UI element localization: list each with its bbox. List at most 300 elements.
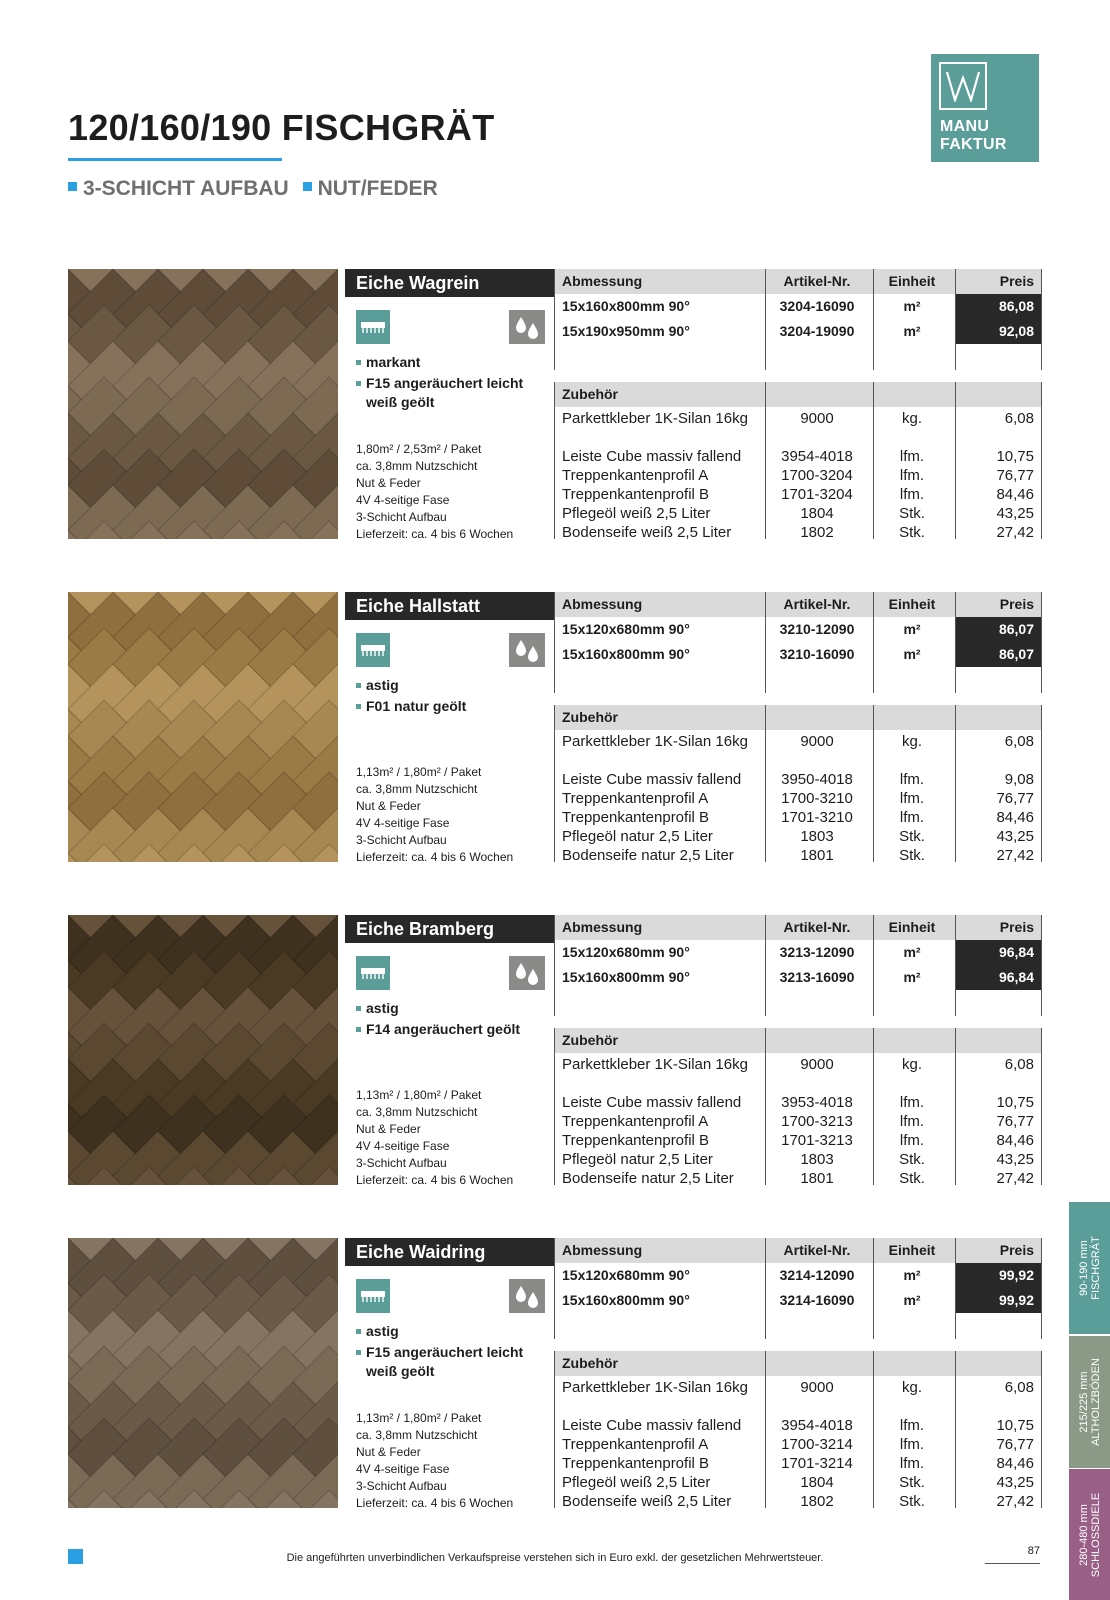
table-divider: [955, 1351, 956, 1508]
wood-sample-image: [68, 1238, 338, 1508]
table-row: [554, 409, 1042, 428]
accessory-name: Bodenseife natur 2,5 Liter: [562, 847, 734, 864]
header-article: Artikel-Nr.: [783, 596, 851, 612]
accessory-name: Treppenkantenprofil A: [562, 1436, 709, 1453]
size-dimension: 15x120x680mm 90°: [562, 621, 690, 637]
accessory-price: 76,77: [996, 1113, 1034, 1130]
accessory-article: 3953-4018: [781, 1094, 853, 1111]
accessory-unit: Stk.: [899, 524, 925, 541]
accessory-price: 84,46: [996, 1455, 1034, 1472]
spec-item: ca. 3,8mm Nutzschicht: [356, 1428, 478, 1442]
table-divider: [873, 1028, 874, 1185]
accessory-unit: lfm.: [899, 1417, 925, 1434]
feature-item: markant: [356, 353, 554, 372]
table-divider: [955, 269, 956, 370]
header-price: Preis: [999, 596, 1034, 612]
feature-item: astig: [356, 676, 554, 695]
price-table: [554, 592, 1042, 862]
table-row: [554, 827, 1042, 846]
accessory-unit: Stk.: [899, 1151, 925, 1168]
spec-item: Lieferzeit: ca. 4 bis 6 Wochen: [356, 1496, 514, 1510]
accessory-price: 10,75: [996, 1417, 1034, 1434]
accessory-unit: Stk.: [899, 828, 925, 845]
product-info: [345, 1238, 554, 1508]
feature-item: astig: [356, 1322, 554, 1341]
size-dimension: 15x160x800mm 90°: [562, 969, 690, 985]
accessory-price: 6,08: [1004, 410, 1034, 427]
spec-item: Nut & Feder: [356, 1445, 421, 1459]
spec-item: 4V 4-seitige Fase: [356, 493, 450, 507]
accessory-unit: lfm.: [899, 771, 925, 788]
accessory-article: 1701-3210: [781, 809, 853, 826]
table-row: [554, 965, 1042, 990]
accessory-name: Parkettkleber 1K-Silan 16kg: [562, 1379, 748, 1396]
spec-list: [356, 1410, 554, 1512]
size-unit: m²: [903, 298, 921, 314]
accessory-article: 9000: [800, 410, 834, 427]
feature-item: F15 angeräuchert leicht weiß geölt: [356, 374, 554, 412]
spec-list: [356, 441, 554, 543]
accessory-article: 1801: [800, 847, 834, 864]
accessory-price: 27,42: [996, 847, 1034, 864]
accessory-name: Bodenseife weiß 2,5 Liter: [562, 524, 732, 541]
product-info: [345, 915, 554, 1185]
accessory-unit: Stk.: [899, 1170, 925, 1187]
accessory-name: Pflegeöl weiß 2,5 Liter: [562, 1474, 711, 1491]
plank-icon: [356, 633, 390, 667]
table-divider: [873, 592, 874, 693]
table-divider: [955, 382, 956, 539]
feature-item: astig: [356, 999, 554, 1018]
accessory-name: Treppenkantenprofil A: [562, 1113, 709, 1130]
size-price: 86,07: [955, 642, 1042, 667]
spec-item: Nut & Feder: [356, 799, 421, 813]
header-dimension: Abmessung: [562, 1242, 643, 1258]
accessory-name: Pflegeöl natur 2,5 Liter: [562, 1151, 713, 1168]
size-unit: m²: [903, 323, 921, 339]
table-divider: [1041, 269, 1042, 370]
bullet-square-icon: [68, 182, 77, 191]
size-article: 3213-12090: [779, 944, 855, 960]
product-name: Eiche Bramberg: [345, 915, 554, 943]
table-header-row: [554, 592, 1042, 617]
accessory-name: Bodenseife weiß 2,5 Liter: [562, 1493, 732, 1510]
accessory-name: Treppenkantenprofil A: [562, 790, 709, 807]
accessory-unit: lfm.: [899, 448, 925, 465]
size-unit: m²: [903, 944, 921, 960]
accessory-article: 3950-4018: [781, 771, 853, 788]
accessory-price: 27,42: [996, 1170, 1034, 1187]
table-divider: [554, 705, 555, 862]
table-divider: [554, 382, 555, 539]
table-row: [554, 1055, 1042, 1074]
table-divider: [1041, 1351, 1042, 1508]
table-divider: [873, 915, 874, 1016]
accessory-unit: lfm.: [899, 486, 925, 503]
accessory-article: 1802: [800, 524, 834, 541]
table-divider: [1041, 705, 1042, 862]
size-price: 99,92: [955, 1263, 1042, 1288]
spec-item: ca. 3,8mm Nutzschicht: [356, 782, 478, 796]
accessory-article: 1803: [800, 828, 834, 845]
accessory-name: Parkettkleber 1K-Silan 16kg: [562, 1056, 748, 1073]
table-divider: [554, 269, 555, 370]
table-row: [554, 732, 1042, 751]
product-section: [68, 269, 1042, 539]
size-article: 3214-12090: [779, 1267, 855, 1283]
table-divider: [554, 592, 555, 693]
table-row: [554, 770, 1042, 789]
header-unit: Einheit: [888, 596, 936, 612]
accessory-price: 10,75: [996, 1094, 1034, 1111]
table-row: [554, 1378, 1042, 1397]
accessory-name: Parkettkleber 1K-Silan 16kg: [562, 410, 748, 427]
header-price: Preis: [999, 1242, 1034, 1258]
table-row: [554, 523, 1042, 542]
accessory-price: 6,08: [1004, 733, 1034, 750]
header-unit: Einheit: [888, 1242, 936, 1258]
spec-item: Nut & Feder: [356, 476, 421, 490]
table-divider: [873, 382, 874, 539]
size-unit: m²: [903, 1292, 921, 1308]
feature-list: [356, 999, 554, 1041]
subtitle: [68, 176, 438, 202]
spec-list: [356, 1087, 554, 1189]
accessory-unit: lfm.: [899, 809, 925, 826]
accessory-article: 1701-3214: [781, 1455, 853, 1472]
table-row: [554, 1492, 1042, 1511]
accessory-price: 6,08: [1004, 1379, 1034, 1396]
table-row: [554, 789, 1042, 808]
table-row: [554, 1131, 1042, 1150]
size-article: 3213-16090: [779, 969, 855, 985]
accessory-article: 3954-4018: [781, 448, 853, 465]
size-price: 86,07: [955, 617, 1042, 642]
table-row: [554, 485, 1042, 504]
accessory-price: 43,25: [996, 1151, 1034, 1168]
size-price: 99,92: [955, 1288, 1042, 1313]
table-divider: [554, 1028, 555, 1185]
accessory-price: 27,42: [996, 524, 1034, 541]
accessory-price: 84,46: [996, 1132, 1034, 1149]
product-info: [345, 269, 554, 539]
spec-item: 1,13m² / 1,80m² / Paket: [356, 1088, 482, 1102]
table-row: [554, 1263, 1042, 1288]
product-name: Eiche Waidring: [345, 1238, 554, 1266]
accessory-article: 3954-4018: [781, 1417, 853, 1434]
size-article: 3214-16090: [779, 1292, 855, 1308]
table-divider: [765, 592, 766, 693]
oil-drops-icon: [509, 1279, 545, 1313]
feature-item: F15 angeräuchert leicht weiß geölt: [356, 1343, 554, 1381]
accessory-article: 1804: [800, 1474, 834, 1491]
size-article: 3204-16090: [779, 298, 855, 314]
accessory-name: Pflegeöl natur 2,5 Liter: [562, 828, 713, 845]
bullet-square-icon: [303, 182, 312, 191]
feature-list: [356, 353, 554, 414]
product-section: [68, 1238, 1042, 1508]
oil-drops-icon: [509, 310, 545, 344]
table-divider: [765, 1351, 766, 1508]
subtitle-construction: 3-SCHICHT AUFBAU: [83, 177, 289, 200]
accessory-name: Leiste Cube massiv fallend: [562, 448, 742, 465]
size-unit: m²: [903, 1267, 921, 1283]
spec-item: 3-Schicht Aufbau: [356, 1479, 447, 1493]
accessory-name: Leiste Cube massiv fallend: [562, 1417, 742, 1434]
accessory-unit: kg.: [901, 1056, 922, 1073]
accessory-article: 1701-3213: [781, 1132, 853, 1149]
accessory-price: 9,08: [1004, 771, 1034, 788]
spec-item: 3-Schicht Aufbau: [356, 510, 447, 524]
accessory-name: Treppenkantenprofil B: [562, 486, 710, 503]
accessory-name: Treppenkantenprofil B: [562, 1132, 710, 1149]
table-divider: [765, 705, 766, 862]
spec-item: 3-Schicht Aufbau: [356, 833, 447, 847]
plank-icon: [356, 1279, 390, 1313]
oil-drops-icon: [509, 633, 545, 667]
accessory-unit: Stk.: [899, 505, 925, 522]
spec-item: ca. 3,8mm Nutzschicht: [356, 459, 478, 473]
table-divider: [765, 915, 766, 1016]
header-article: Artikel-Nr.: [783, 919, 851, 935]
spec-list: [356, 764, 554, 866]
table-divider: [873, 705, 874, 862]
table-divider: [765, 269, 766, 370]
size-article: 3210-16090: [779, 646, 855, 662]
feature-list: [356, 1322, 554, 1383]
accessory-article: 1700-3204: [781, 467, 853, 484]
spec-item: Lieferzeit: ca. 4 bis 6 Wochen: [356, 527, 514, 541]
table-divider: [1041, 382, 1042, 539]
table-row: [554, 1150, 1042, 1169]
product-name: Eiche Wagrein: [345, 269, 554, 297]
spec-item: Lieferzeit: ca. 4 bis 6 Wochen: [356, 1173, 514, 1187]
table-divider: [955, 705, 956, 862]
accessory-name: Treppenkantenprofil B: [562, 1455, 710, 1472]
spec-item: 1,13m² / 1,80m² / Paket: [356, 1411, 482, 1425]
spec-item: 3-Schicht Aufbau: [356, 1156, 447, 1170]
accessory-unit: lfm.: [899, 1455, 925, 1472]
accessories-header-row: [554, 382, 1042, 407]
table-row: [554, 504, 1042, 523]
product-info: [345, 592, 554, 862]
header-price: Preis: [999, 273, 1034, 289]
accessory-unit: Stk.: [899, 1474, 925, 1491]
manufaktur-logo: [931, 54, 1039, 162]
accessory-price: 76,77: [996, 790, 1034, 807]
header-accessories: Zubehör: [562, 386, 618, 402]
accessory-price: 84,46: [996, 486, 1034, 503]
accessory-name: Bodenseife natur 2,5 Liter: [562, 1170, 734, 1187]
accessory-article: 1700-3213: [781, 1113, 853, 1130]
table-divider: [1041, 1238, 1042, 1339]
accessories-header-row: [554, 1351, 1042, 1376]
accessory-price: 43,25: [996, 1474, 1034, 1491]
table-divider: [955, 1028, 956, 1185]
product-section: [68, 592, 1042, 862]
accessory-article: 9000: [800, 1056, 834, 1073]
table-divider: [873, 1351, 874, 1508]
size-price: 96,84: [955, 965, 1042, 990]
accessory-article: 1700-3210: [781, 790, 853, 807]
accessory-price: 10,75: [996, 448, 1034, 465]
table-row: [554, 319, 1042, 344]
wood-sample-image: [68, 269, 338, 539]
plank-icon: [356, 956, 390, 990]
size-article: 3204-19090: [779, 323, 855, 339]
accessory-price: 76,77: [996, 467, 1034, 484]
accessories-header-row: [554, 1028, 1042, 1053]
table-divider: [1041, 592, 1042, 693]
spec-item: 1,80m² / 2,53m² / Paket: [356, 442, 482, 456]
size-price: 96,84: [955, 940, 1042, 965]
feature-item: F01 natur geölt: [356, 697, 554, 716]
table-row: [554, 1112, 1042, 1131]
footer-disclaimer: Die angeführten unverbindlichen Verkaufspreise verstehen sich in Euro exkl. der gesetzlichen Mehrwertsteuer.: [286, 1552, 824, 1564]
table-row: [554, 447, 1042, 466]
accessory-price: 43,25: [996, 505, 1034, 522]
table-row: [554, 1435, 1042, 1454]
size-dimension: 15x160x800mm 90°: [562, 1292, 690, 1308]
logo-text: MANU FAKTUR: [940, 118, 1007, 153]
plank-icon: [356, 310, 390, 344]
table-header-row: [554, 915, 1042, 940]
table-row: [554, 1454, 1042, 1473]
accessory-name: Parkettkleber 1K-Silan 16kg: [562, 733, 748, 750]
header-accessories: Zubehör: [562, 1032, 618, 1048]
table-row: [554, 1473, 1042, 1492]
size-price: 86,08: [955, 294, 1042, 319]
page-number: 87: [1027, 1545, 1040, 1557]
product-name: Eiche Hallstatt: [345, 592, 554, 620]
accessory-price: 43,25: [996, 828, 1034, 845]
accessory-article: 1804: [800, 505, 834, 522]
size-dimension: 15x160x800mm 90°: [562, 298, 690, 314]
accessory-unit: lfm.: [899, 1113, 925, 1130]
table-divider: [554, 915, 555, 1016]
table-divider: [765, 1028, 766, 1185]
size-dimension: 15x190x950mm 90°: [562, 323, 690, 339]
accessory-unit: lfm.: [899, 1094, 925, 1111]
header-dimension: Abmessung: [562, 273, 643, 289]
table-row: [554, 808, 1042, 827]
accessory-name: Treppenkantenprofil B: [562, 809, 710, 826]
oil-drops-icon: [509, 956, 545, 990]
feature-list: [356, 676, 554, 718]
accessory-price: 6,08: [1004, 1056, 1034, 1073]
accessory-article: 9000: [800, 1379, 834, 1396]
accessory-article: 1803: [800, 1151, 834, 1168]
table-row: [554, 846, 1042, 865]
table-row: [554, 642, 1042, 667]
table-header-row: [554, 1238, 1042, 1263]
table-row: [554, 940, 1042, 965]
table-divider: [765, 1238, 766, 1339]
spec-item: 4V 4-seitige Fase: [356, 816, 450, 830]
subtitle-joint: NUT/FEDER: [317, 177, 438, 200]
accessory-unit: Stk.: [899, 1493, 925, 1510]
accessory-article: 1801: [800, 1170, 834, 1187]
accessory-unit: lfm.: [899, 1132, 925, 1149]
size-unit: m²: [903, 969, 921, 985]
accessory-unit: lfm.: [899, 467, 925, 484]
accessory-unit: kg.: [901, 410, 922, 427]
accessory-price: 84,46: [996, 809, 1034, 826]
header-accessories: Zubehör: [562, 1355, 618, 1371]
header-unit: Einheit: [888, 919, 936, 935]
accessory-article: 1701-3204: [781, 486, 853, 503]
price-table: [554, 1238, 1042, 1508]
accessory-name: Leiste Cube massiv fallend: [562, 1094, 742, 1111]
size-unit: m²: [903, 621, 921, 637]
table-divider: [1041, 915, 1042, 1016]
spec-item: 4V 4-seitige Fase: [356, 1139, 450, 1153]
size-unit: m²: [903, 646, 921, 662]
size-dimension: 15x120x680mm 90°: [562, 944, 690, 960]
header-price: Preis: [999, 919, 1034, 935]
accessories-header-row: [554, 705, 1042, 730]
table-row: [554, 1288, 1042, 1313]
header-unit: Einheit: [888, 273, 936, 289]
side-tab-schlossdiele[interactable]: 280-480 mm SCHLOSSDIELE: [1069, 1469, 1110, 1600]
header-dimension: Abmessung: [562, 919, 643, 935]
table-divider: [955, 915, 956, 1016]
accessory-unit: kg.: [901, 733, 922, 750]
side-tab-fischgraet[interactable]: 90-190 mm FISCHGRÄT: [1069, 1202, 1110, 1334]
table-row: [554, 466, 1042, 485]
accessory-unit: lfm.: [899, 1436, 925, 1453]
table-header-row: [554, 269, 1042, 294]
accessory-name: Pflegeöl weiß 2,5 Liter: [562, 505, 711, 522]
wood-sample-image: [68, 915, 338, 1185]
side-tab-altholzboeden[interactable]: 215/225 mm ALTHOLZBÖDEN: [1069, 1336, 1110, 1468]
page-number-rule: [985, 1563, 1040, 1564]
logo-w-icon: [939, 62, 987, 110]
spec-item: 4V 4-seitige Fase: [356, 1462, 450, 1476]
accessory-article: 9000: [800, 733, 834, 750]
size-price: 92,08: [955, 319, 1042, 344]
table-row: [554, 1093, 1042, 1112]
table-divider: [554, 1351, 555, 1508]
wood-sample-image: [68, 592, 338, 862]
accessory-unit: Stk.: [899, 847, 925, 864]
accessory-price: 76,77: [996, 1436, 1034, 1453]
accessory-unit: kg.: [901, 1379, 922, 1396]
table-row: [554, 617, 1042, 642]
spec-item: Nut & Feder: [356, 1122, 421, 1136]
header-dimension: Abmessung: [562, 596, 643, 612]
spec-item: ca. 3,8mm Nutzschicht: [356, 1105, 478, 1119]
spec-item: 1,13m² / 1,80m² / Paket: [356, 765, 482, 779]
accessory-name: Treppenkantenprofil A: [562, 467, 709, 484]
price-table: [554, 269, 1042, 539]
accessory-article: 1700-3214: [781, 1436, 853, 1453]
page-title: 120/160/190 FISCHGRÄT: [68, 107, 495, 148]
table-divider: [1041, 1028, 1042, 1185]
product-section: [68, 915, 1042, 1185]
accessory-name: Leiste Cube massiv fallend: [562, 771, 742, 788]
feature-item: F14 angeräuchert geölt: [356, 1020, 554, 1039]
accessory-unit: lfm.: [899, 790, 925, 807]
price-table: [554, 915, 1042, 1185]
spec-item: Lieferzeit: ca. 4 bis 6 Wochen: [356, 850, 514, 864]
header-article: Artikel-Nr.: [783, 1242, 851, 1258]
accessory-article: 1802: [800, 1493, 834, 1510]
table-divider: [765, 382, 766, 539]
header-accessories: Zubehör: [562, 709, 618, 725]
size-dimension: 15x120x680mm 90°: [562, 1267, 690, 1283]
table-row: [554, 294, 1042, 319]
